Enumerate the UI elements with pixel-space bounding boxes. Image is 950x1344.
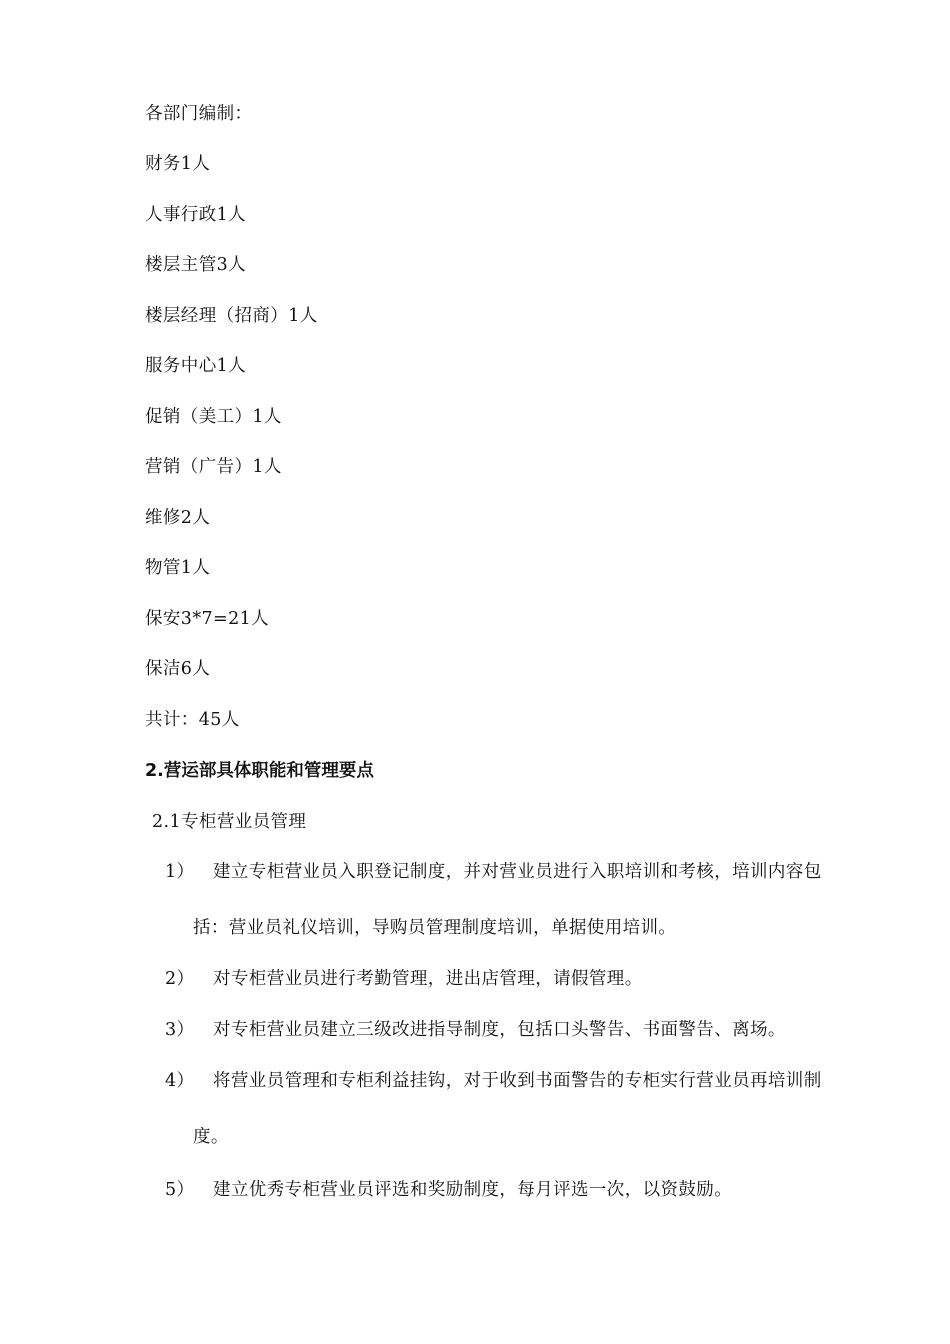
list-item-text: 对专柜营业员进行考勤管理，进出店管理，请假管理。 [213, 969, 643, 989]
list-item-number: 3） [165, 1020, 195, 1040]
list-item [0, 967, 950, 993]
staffing-entry: 保洁6人 [145, 659, 211, 679]
staffing-entry: 楼层主管3人 [145, 255, 247, 275]
staffing-entry: 服务中心1人 [145, 356, 247, 376]
staffing-entry: 楼层经理（招商）1人 [145, 306, 318, 326]
list-item-text: 对专柜营业员建立三级改进指导制度，包括口头警告、书面警告、离场。 [213, 1020, 786, 1040]
list-item-number: 1） [165, 862, 195, 882]
list-item [0, 1018, 950, 1044]
list-item-continuation: 度。 [193, 1127, 229, 1147]
staffing-entry: 营销（广告）1人 [145, 457, 282, 477]
list-item-text: 建立专柜营业员入职登记制度，并对营业员进行入职培训和考核，培训内容包 [213, 862, 822, 882]
list-item-number: 2） [165, 969, 195, 989]
staffing-entry: 促销（美工）1人 [145, 407, 282, 427]
list-item-number: 4） [165, 1071, 195, 1091]
list-item-text: 将营业员管理和专柜利益挂钩，对于收到书面警告的专柜实行营业员再培训制 [213, 1071, 822, 1091]
subsection-heading: 2.1专柜营业员管理 [152, 812, 307, 832]
list-item [0, 860, 950, 940]
staffing-entry: 维修2人 [145, 508, 211, 528]
list-item-continuation: 括：营业员礼仪培训，导购员管理制度培训，单据使用培训。 [193, 918, 677, 938]
section-heading: 2.营运部具体职能和管理要点 [145, 761, 374, 781]
staffing-total: 共计：45人 [145, 710, 240, 730]
staffing-entry: 人事行政1人 [145, 205, 247, 225]
list-item [0, 1178, 950, 1204]
staffing-entry: 保安3*7=21人 [145, 609, 270, 629]
list-item-text: 建立优秀专柜营业员评选和奖励制度，每月评选一次，以资鼓励。 [213, 1180, 733, 1200]
staffing-entry: 物管1人 [145, 558, 211, 578]
list-item-number: 5） [165, 1180, 195, 1200]
staffing-entry: 财务1人 [145, 154, 211, 174]
list-item [0, 1069, 950, 1149]
staffing-title: 各部门编制： [145, 104, 253, 124]
